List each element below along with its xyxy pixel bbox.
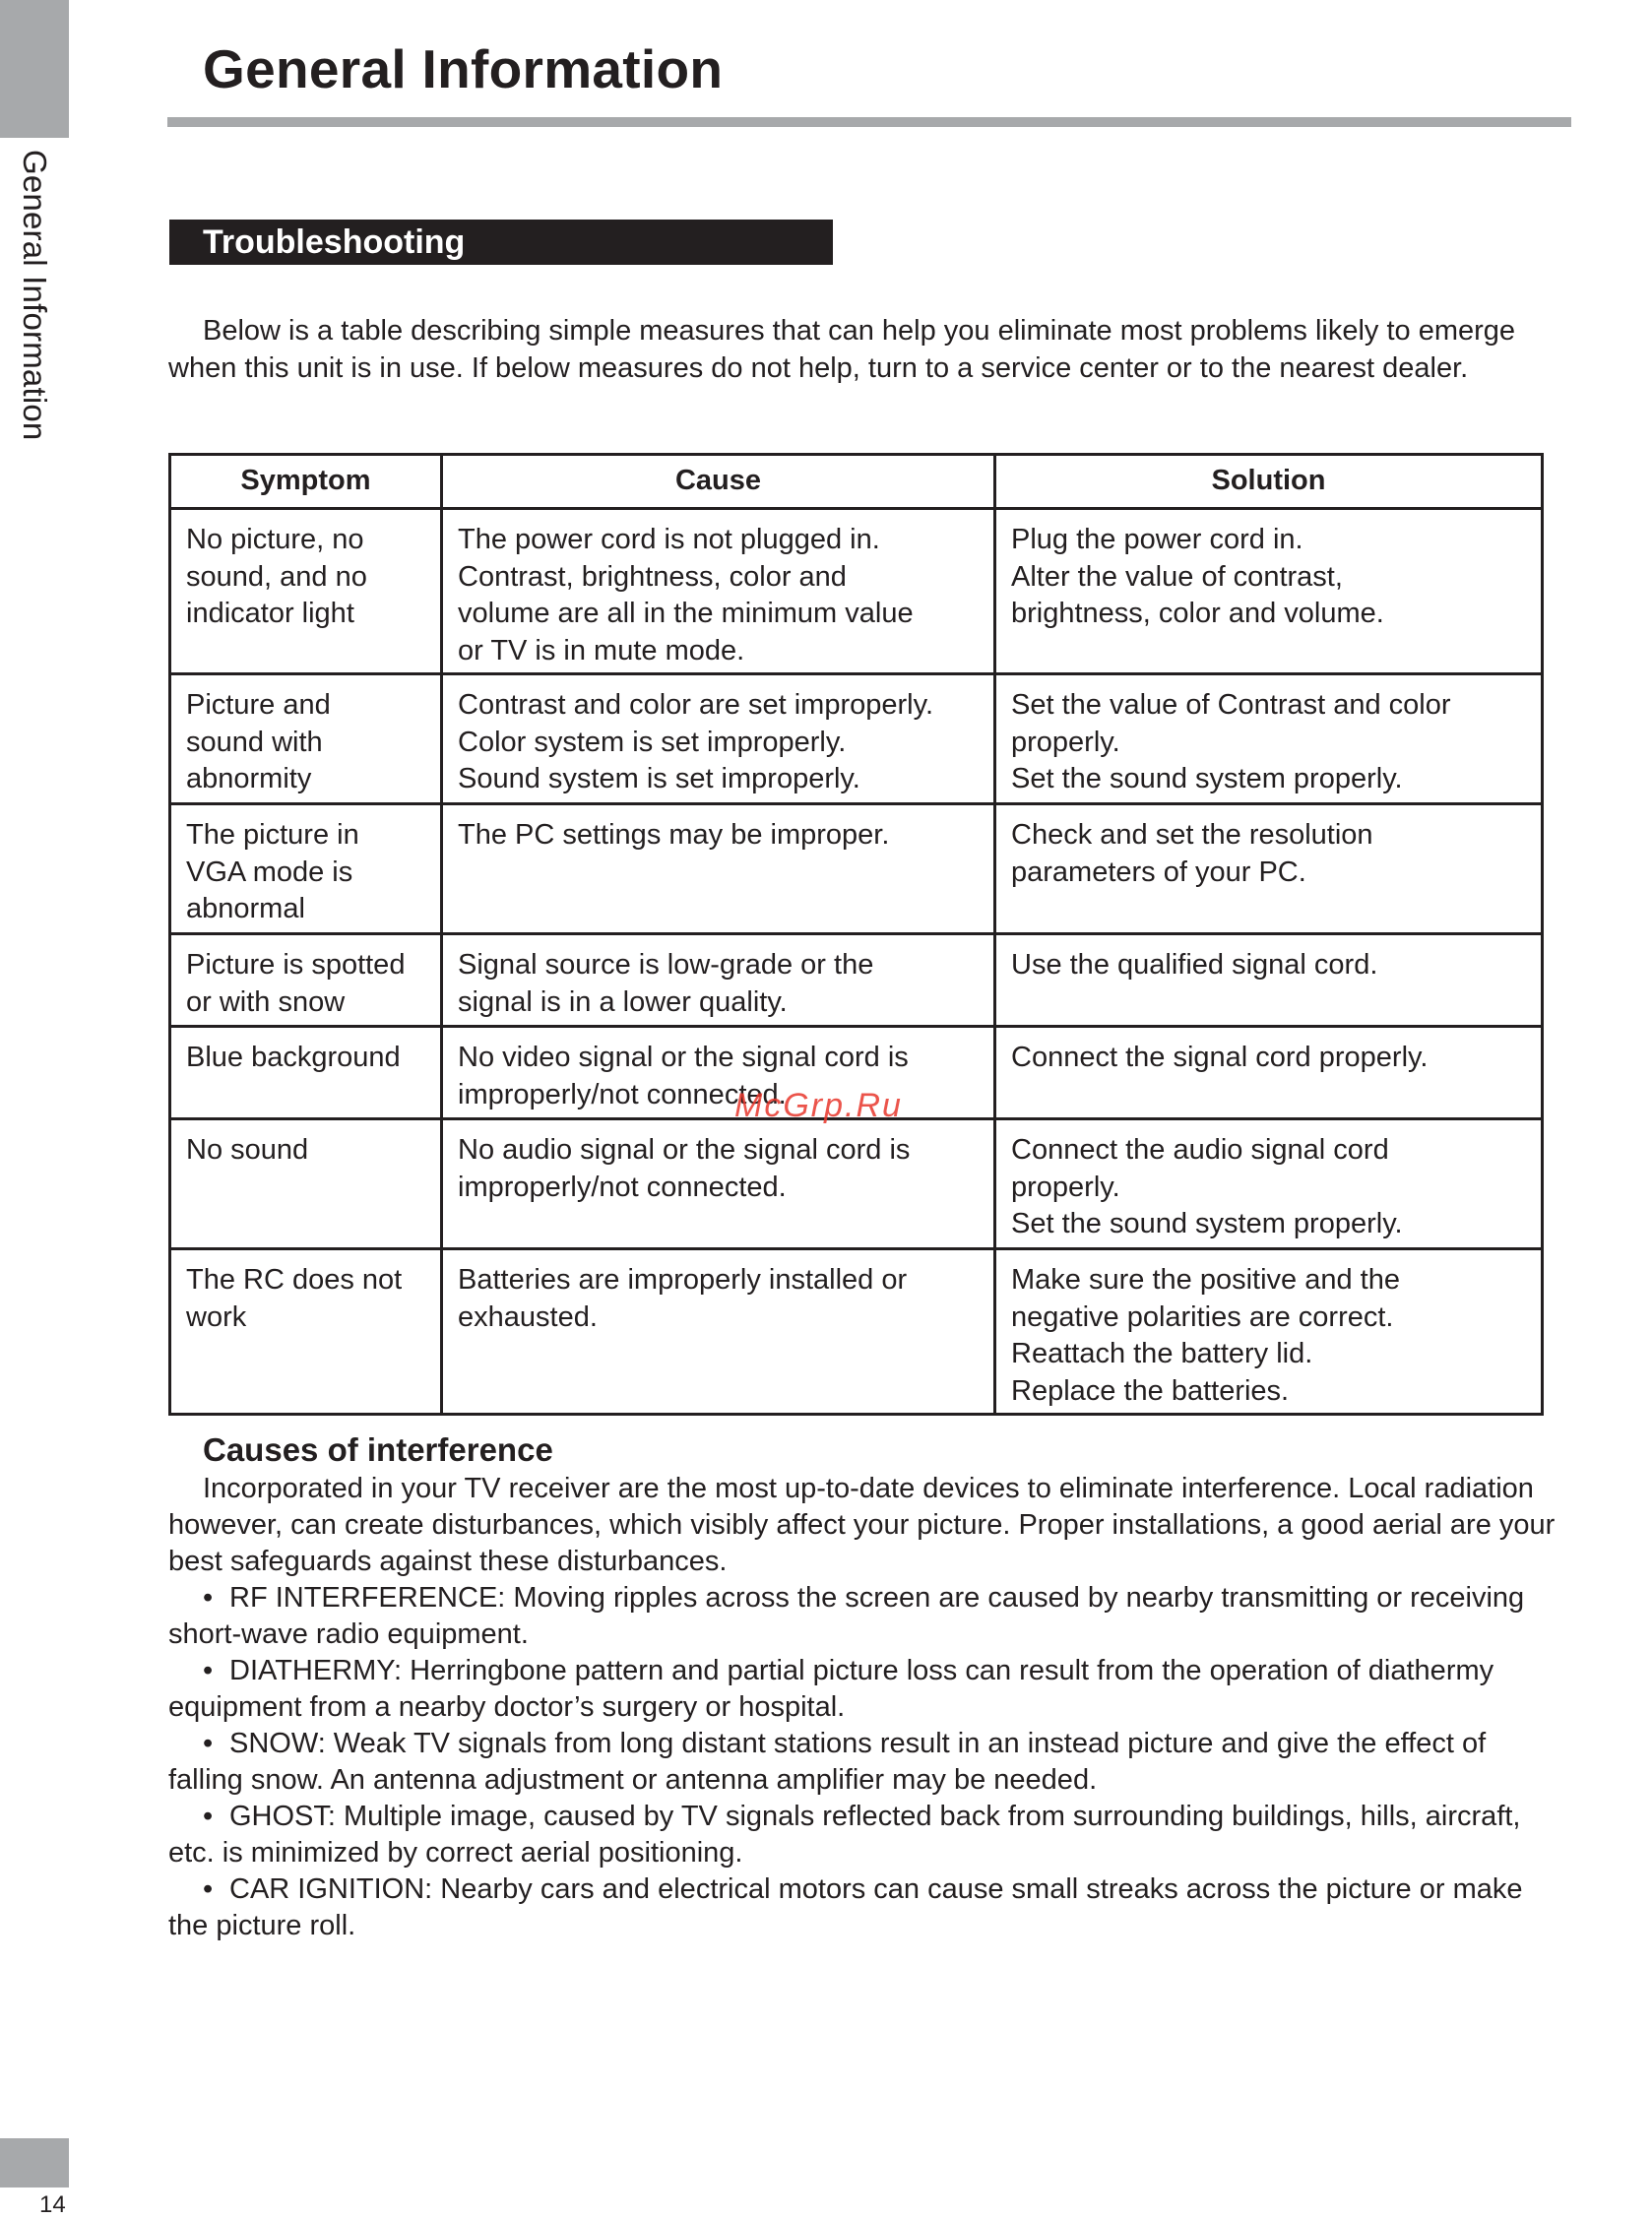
interference-bullet: [168, 1653, 1566, 1726]
solution-line: brightness, color and volume.: [1011, 598, 1384, 629]
solution-line: negative polarities are correct.: [1011, 1300, 1394, 1333]
symptom-line: sound, and no: [186, 560, 367, 593]
solution-line: Check and set the resolution: [1011, 819, 1373, 851]
symptom-line: work: [186, 1300, 247, 1333]
header-symptom: Symptom: [170, 455, 442, 509]
solution-cell: [995, 674, 1543, 804]
bullet-text: GHOST: Multiple image, caused by TV signals reflected back from surrounding buildings, hills, aircraft, etc. is minimized by correct aerial positioning.: [168, 1801, 1521, 1869]
bullet-icon: •: [203, 1655, 214, 1686]
symptom-line: The RC does not: [186, 1264, 403, 1296]
solution-line: Plug the power cord in.: [1011, 524, 1303, 555]
cause-line: improperly/not connected.: [458, 1078, 787, 1110]
solution-cell: [995, 1249, 1543, 1415]
symptom-line: indicator light: [186, 598, 354, 629]
symptom-cell: [170, 804, 442, 934]
interference-paragraph: Incorporated in your TV receiver are the most up-to-date devices to eliminate interference. Local radiation however, can create disturbances, which visibly affect your picture. Proper installations, a good aerial are your best safeguards against these disturbances.: [168, 1473, 1556, 1577]
section-banner: Troubleshooting: [169, 220, 833, 265]
table-header-row: [170, 455, 1543, 509]
solution-line: properly.: [1011, 726, 1120, 758]
header-solution: Solution: [995, 455, 1543, 509]
bullet-icon: •: [203, 1801, 214, 1832]
solution-line: parameters of your PC.: [1011, 856, 1306, 888]
solution-cell: [995, 1027, 1543, 1119]
cause-cell: [442, 1119, 995, 1249]
cause-line: No video signal or the signal cord is: [458, 1042, 909, 1073]
table-row: [170, 509, 1543, 674]
solution-cell: [995, 934, 1543, 1027]
page-number-block: [0, 2138, 69, 2187]
sidebar-tab-block: [0, 0, 69, 138]
cause-line: signal is in a lower quality.: [458, 985, 788, 1018]
cause-cell: [442, 1249, 995, 1415]
symptom-line: Picture is spotted: [186, 949, 406, 981]
interference-bullet: [168, 1726, 1566, 1799]
cause-line: exhausted.: [458, 1300, 598, 1333]
cause-cell: [442, 674, 995, 804]
symptom-cell: [170, 509, 442, 674]
symptom-line: Blue background: [186, 1042, 401, 1073]
symptom-cell: [170, 1027, 442, 1119]
symptom-cell: [170, 674, 442, 804]
solution-line: Replace the batteries.: [1011, 1374, 1290, 1407]
title-rule: [167, 117, 1571, 127]
table-row: [170, 1249, 1543, 1415]
solution-line: Alter the value of contrast,: [1011, 560, 1343, 593]
page-title: General Information: [203, 38, 724, 99]
interference-bullet: [168, 1580, 1566, 1653]
cause-cell: [442, 1027, 995, 1119]
solution-cell: [995, 804, 1543, 934]
solution-line: Connect the signal cord properly.: [1011, 1042, 1429, 1073]
symptom-line: VGA mode is: [186, 856, 353, 888]
solution-cell: [995, 509, 1543, 674]
solution-line: properly.: [1011, 1171, 1120, 1203]
page-number: 14: [39, 2191, 66, 2218]
interference-bullet: [168, 1799, 1566, 1871]
cause-cell: [442, 934, 995, 1027]
solution-line: Make sure the positive and the: [1011, 1264, 1400, 1296]
intro-paragraph: Below is a table describing simple measures that can help you eliminate most problems likely to emerge when this unit is in use. If below measures do not help, turn to a service center or to the nearest dealer.: [168, 315, 1516, 384]
symptom-line: Picture and: [186, 689, 331, 721]
cause-line: Contrast, brightness, color and: [458, 560, 847, 593]
bullet-text: CAR IGNITION: Nearby cars and electrical motors can cause small streaks across the picture or make the picture roll.: [168, 1873, 1523, 1941]
cause-line: The power cord is not plugged in.: [458, 524, 880, 555]
symptom-line: abnormity: [186, 763, 312, 794]
bullet-icon: •: [203, 1582, 214, 1614]
bullet-text: DIATHERMY: Herringbone pattern and partial picture loss can result from the operation of diathermy equipment from a nearby doctor’s surgery or hospital.: [168, 1655, 1494, 1723]
symptom-line: The picture in: [186, 819, 359, 851]
header-cause: Cause: [442, 455, 995, 509]
bullet-text: RF INTERFERENCE: Moving ripples across the screen are caused by nearby transmitting or receiving short-wave radio equipment.: [168, 1582, 1525, 1650]
cause-line: Signal source is low-grade or the: [458, 949, 874, 981]
cause-line: Color system is set improperly.: [458, 726, 847, 758]
cause-line: or TV is in mute mode.: [458, 634, 745, 666]
cause-line: No audio signal or the signal cord is: [458, 1134, 911, 1166]
bullet-text: SNOW: Weak TV signals from long distant stations result in an instead picture and give the effect of falling snow. An antenna adjustment or antenna amplifier may be needed.: [168, 1728, 1487, 1796]
solution-line: Use the qualified signal cord.: [1011, 949, 1378, 981]
symptom-line: No picture, no: [186, 524, 364, 555]
cause-line: improperly/not connected.: [458, 1171, 787, 1203]
bullet-icon: •: [203, 1873, 214, 1905]
cause-line: Contrast and color are set improperly.: [458, 689, 934, 721]
table-row: [170, 1119, 1543, 1249]
cause-line: volume are all in the minimum value: [458, 598, 914, 629]
solution-line: Connect the audio signal cord: [1011, 1134, 1389, 1166]
solution-cell: [995, 1119, 1543, 1249]
symptom-cell: [170, 1249, 442, 1415]
cause-cell: [442, 509, 995, 674]
solution-line: Set the sound system properly.: [1011, 1208, 1403, 1239]
solution-line: Set the sound system properly.: [1011, 763, 1403, 794]
cause-line: The PC settings may be improper.: [458, 819, 890, 851]
sidebar-section-label: General Information: [17, 150, 53, 441]
symptom-line: No sound: [186, 1134, 309, 1166]
troubleshooting-table: [168, 453, 1544, 1416]
solution-line: Set the value of Contrast and color: [1011, 689, 1451, 721]
cause-line: Batteries are improperly installed or: [458, 1264, 908, 1296]
table-row: [170, 934, 1543, 1027]
bullet-icon: •: [203, 1728, 214, 1759]
symptom-cell: [170, 1119, 442, 1249]
interference-body: [168, 1471, 1566, 1944]
symptom-cell: [170, 934, 442, 1027]
watermark: McGrp.Ru: [734, 1087, 903, 1124]
cause-cell: [442, 804, 995, 934]
solution-line: Reattach the battery lid.: [1011, 1338, 1313, 1369]
table-row: [170, 804, 1543, 934]
table-row: [170, 674, 1543, 804]
cause-line: Sound system is set improperly.: [458, 763, 860, 794]
interference-bullet: [168, 1871, 1566, 1944]
interference-bullet-list: [168, 1580, 1566, 1944]
symptom-line: sound with: [186, 726, 323, 758]
symptom-line: abnormal: [186, 893, 305, 924]
symptom-line: or with snow: [186, 985, 346, 1018]
interference-heading: Causes of interference: [203, 1431, 553, 1468]
